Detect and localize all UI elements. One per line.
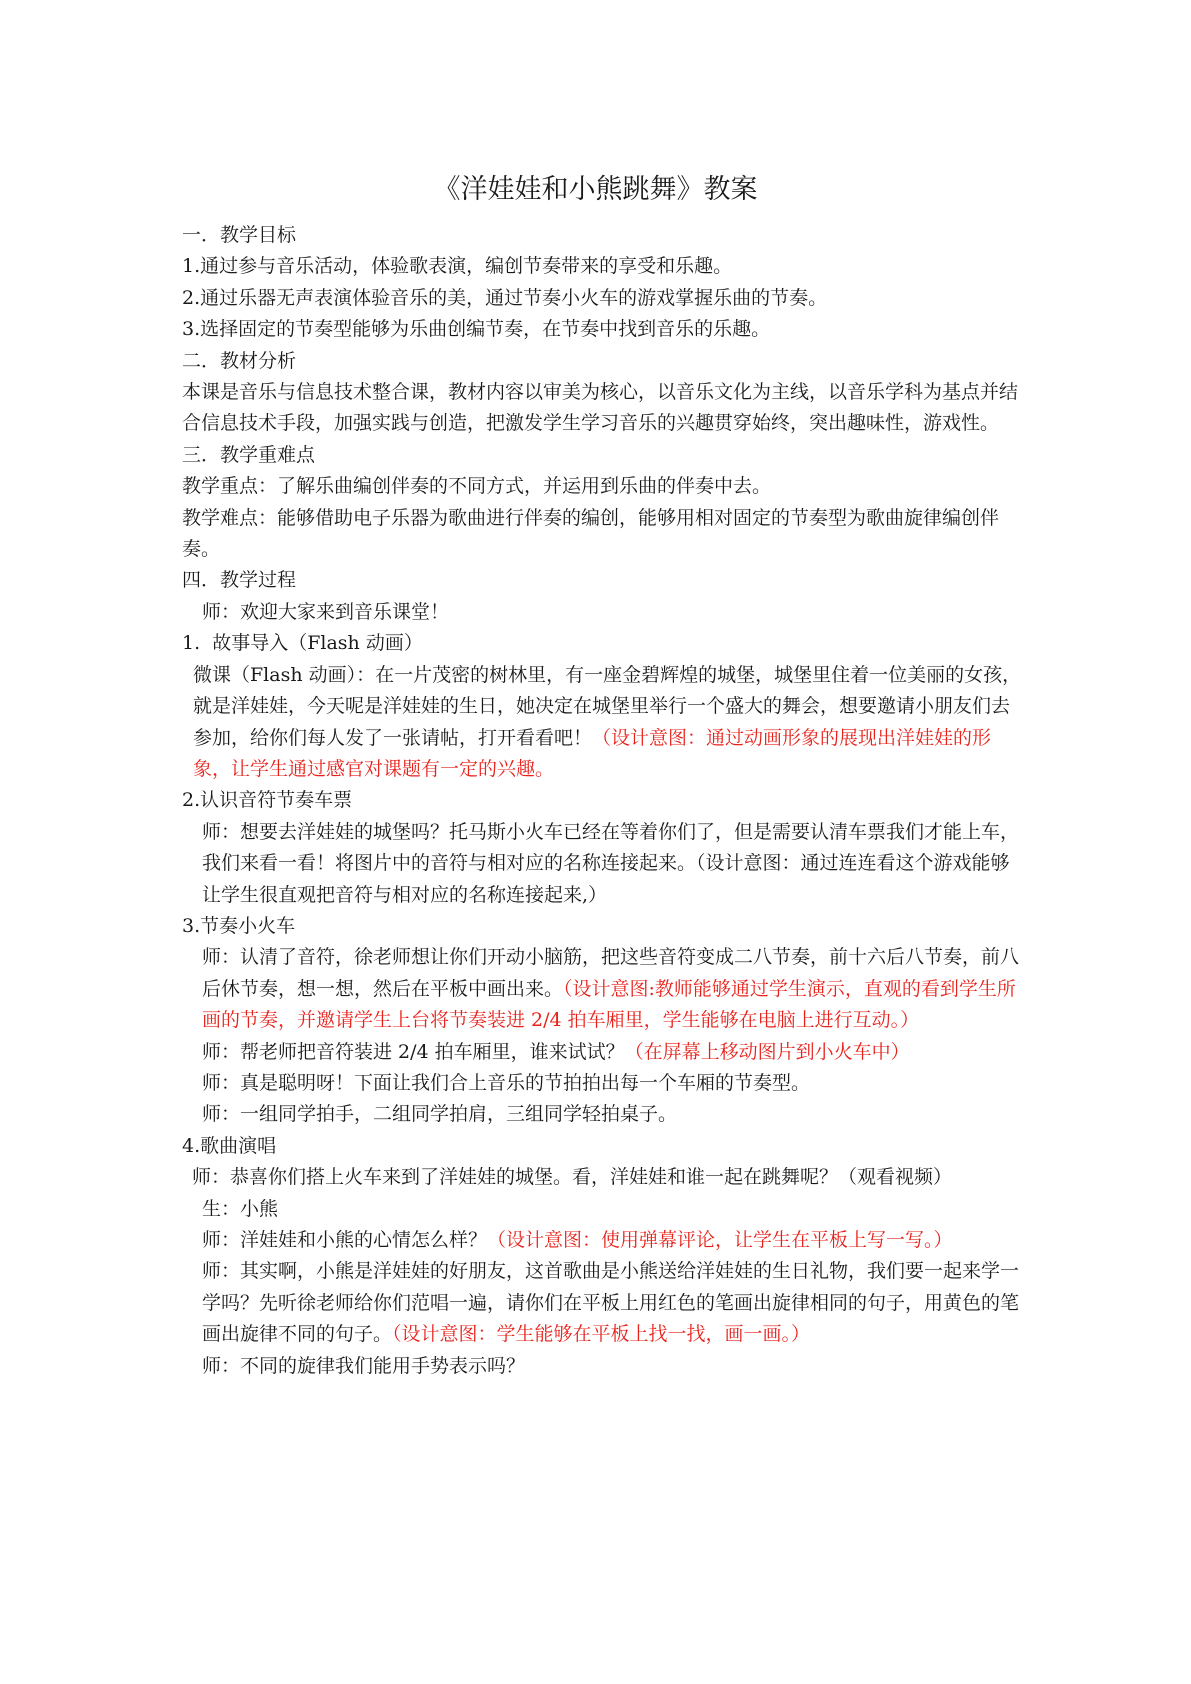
step-line xyxy=(182,1037,1022,1068)
step-text: 师：其实啊，小熊是洋娃娃的好朋友，这首歌曲是小熊送给洋娃娃的生日礼物，我们要一起来学一学吗？先听徐老师给你们范唱一遍，请你们在平板上用红色的笔画出旋律相同的句子，用黄色的笔画出旋律不同的句子。 xyxy=(202,1260,1020,1346)
step-heading: 4.歌曲演唱 xyxy=(182,1134,277,1157)
step-paragraph xyxy=(182,1225,1022,1256)
section-heading-process: 四．教学过程 xyxy=(182,569,297,592)
step-text: 师：帮老师把音符装进 2/4 拍车厢里，谁来试试？ xyxy=(202,1040,625,1063)
step-paragraph: 师：想要去洋娃娃的城堡吗？托马斯小火车已经在等着你们了，但是需要认清车票我们才能上车，我们来看一看！将图片中的音符与相对应的名称连接起来。（设计意图：通过连连看这个游戏能够让学生很直观把音符与相对应的名称连接起来,） xyxy=(202,820,1020,906)
step-paragraph xyxy=(182,942,1022,1036)
section-heading-key-points: 三．教学重难点 xyxy=(182,443,316,466)
objective-item: 2.通过乐器无声表演体验音乐的美，通过节奏小火车的游戏掌握乐曲的节奏。 xyxy=(182,286,828,309)
design-note: （设计意图：使用弹幕评论，让学生在平板上写一写。） xyxy=(487,1229,953,1251)
step-line: 师：一组同学拍手，二组同学拍肩，三组同学轻拍桌子。 xyxy=(202,1103,678,1126)
design-note: （在屏幕上移动图片到小火车中） xyxy=(624,1040,910,1063)
step-text: 微课（Flash 动画）：在一片茂密的树林里，有一座金碧辉煌的城堡，城堡里住着一位美丽的女孩，就是洋娃娃，今天呢是洋娃娃的生日，她决定在城堡里举行一个盛大的舞会，想要邀请小朋友们去参加，给你们每人发了一张请帖，打开看看吧！ xyxy=(193,663,1022,749)
document-body xyxy=(182,220,1022,1382)
section-heading-analysis: 二．教材分析 xyxy=(182,349,297,372)
analysis-paragraph: 本课是音乐与信息技术整合课，教材内容以审美为核心，以音乐文化为主线，以音乐学科为基点并结合信息技术手段，加强实践与创造，把激发学生学习音乐的兴趣贯穿始终，突出趣味性，游戏性。 xyxy=(182,381,1019,435)
key-point-focus: 教学重点：了解乐曲编创伴奏的不同方式，并运用到乐曲的伴奏中去。 xyxy=(182,475,772,498)
step-line: 师：不同的旋律我们能用手势表示吗？ xyxy=(202,1354,526,1377)
document-title: 《洋娃娃和小熊跳舞》教案 xyxy=(433,174,758,205)
step-paragraph xyxy=(182,1256,1022,1350)
objective-item: 3.选择固定的节奏型能够为乐曲创编节奏，在节奏中找到音乐的乐趣。 xyxy=(182,318,771,341)
step-paragraph: 师：恭喜你们搭上火车来到了洋娃娃的城堡。看，洋娃娃和谁一起在跳舞呢？（观看视频） xyxy=(192,1166,953,1189)
welcome-line: 师：欢迎大家来到音乐课堂！ xyxy=(202,600,450,623)
step-line: 师：真是聪明呀！下面让我们合上音乐的节拍拍出每一个车厢的节奏型。 xyxy=(202,1071,811,1094)
key-point-difficulty: 教学难点：能够借助电子乐器为歌曲进行伴奏的编创，能够用相对固定的节奏型为歌曲旋律编创伴奏。 xyxy=(182,506,1000,561)
section-heading-objectives: 一．教学目标 xyxy=(182,224,297,246)
step-text: 师：认清了音符，徐老师想让你们开动小脑筋，把这些音符变成二八节奏，前十六后八节奏，前八后休节奏，想一想，然后在平板中画出来。 xyxy=(202,946,1020,1000)
step-line: 生：小熊 xyxy=(202,1197,279,1220)
objective-item: 1.通过参与音乐活动，体验歌表演，编创节奏带来的享受和乐趣。 xyxy=(182,255,733,278)
design-note: （设计意图:教师能够通过学生演示，直观的看到学生所画的节奏，并邀请学生上台将节奏装进 2/4 拍车厢里，学生能够在电脑上进行互动。） xyxy=(202,977,1016,1032)
step-heading: 3.节奏小火车 xyxy=(182,914,296,937)
step-heading: 2.认识音符节奏车票 xyxy=(182,789,353,812)
design-note: （设计意图：通过动画形象的展现出洋娃娃的形象，让学生通过感官对课题有一定的兴趣。 xyxy=(193,726,992,780)
step-paragraph xyxy=(182,660,1022,786)
design-note: （设计意图：学生能够在平板上找一找，画一画。） xyxy=(392,1323,811,1346)
step-text: 师：洋娃娃和小熊的心情怎么样？ xyxy=(202,1229,488,1251)
step-heading: 1. 故事导入（Flash 动画） xyxy=(182,632,423,655)
